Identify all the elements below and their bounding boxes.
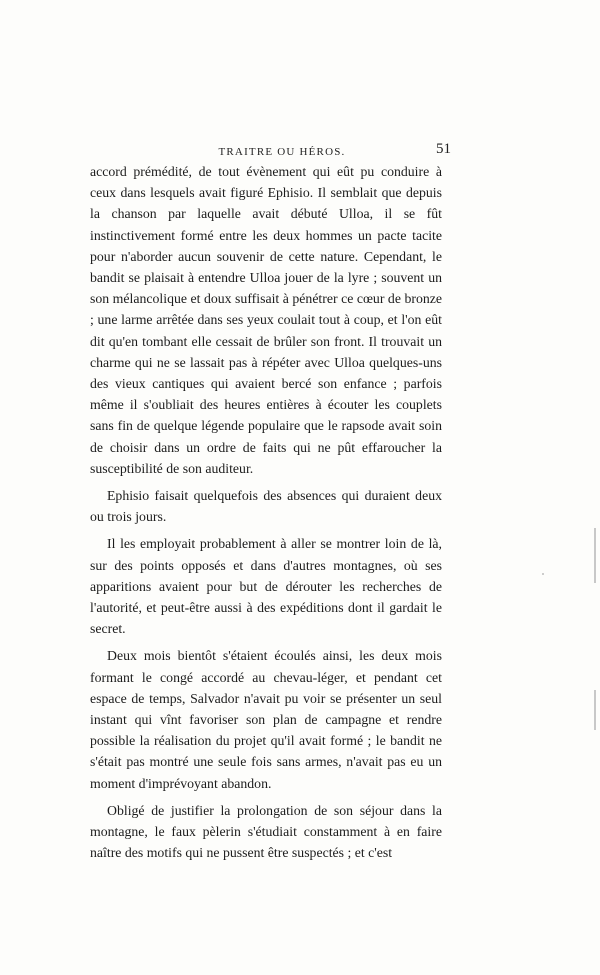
scan-margin-mark bbox=[594, 690, 596, 730]
running-head: TRAITRE OU HÉROS. bbox=[218, 146, 346, 158]
paragraph: Il les employait probablement à aller se montrer loin de là, sur des points opposés et dans d'autres montagnes, où ses apparitions avaient pour but de dérouter les recherches de l'autorité, et peut-être aussi à des expéditions dont il gardait le secret. bbox=[90, 536, 442, 637]
paragraph: Ephisio faisait quelquefois des absences qui duraient deux ou trois jours. bbox=[90, 488, 442, 525]
paragraph: Deux mois bientôt s'étaient écoulés ainsi, les deux mois formant le congé accordé au chevau-léger, et pendant cet espace de temps, Salvador n'avait pu voir se présenter un seul instant qui vînt favoriser son plan de campagne et rendre possible la réalisation du projet qu'il avait formé ; le bandit ne s'était pas montré une seule fois sans armes, n'avait pas eu un moment d'imprévoyant abandon. bbox=[90, 648, 442, 791]
paragraph: Obligé de justifier la prolongation de son séjour dans la montagne, le faux pèlerin s'étudiait constamment à en faire naître des motifs qui ne pussent être suspectés ; et c'est bbox=[90, 802, 442, 861]
paragraph: accord prémédité, de tout évènement qui eût pu conduire à ceux dans lesquels avait figuré Ephisio. Il semblait que depuis la chanson par laquelle avait débuté Ulloa, il se fût instinctivement formé entre les deux hommes un pacte tacite pour n'aborder aucun souvenir de cette nature. Cependant, le bandit se plaisait à entendre Ulloa jouer de la lyre ; souvent un son mélancolique et doux suffisait à pénétrer ce cœur de bronze ; une larme arrêtée dans ses yeux coulait tout à coup, et l'on eût dit qu'en tombant elle cessait de brûler son front. Il trouvait un charme qui ne se lassait pas à répéter avec Ulloa quelques-uns des vieux cantiques qui avaient bercé son enfance ; parfois même il s'oubliait des heures entières à écouter les couplets sans fin de quelque légende populaire que le rapsode avait soin de choisir dans un ordre de faits qui ne pût effaroucher la susceptibilité de son auditeur. bbox=[90, 164, 442, 476]
body-text bbox=[90, 161, 442, 864]
page-number: 51 bbox=[436, 141, 451, 157]
scan-margin-mark bbox=[594, 528, 596, 583]
scan-speck bbox=[542, 573, 544, 575]
